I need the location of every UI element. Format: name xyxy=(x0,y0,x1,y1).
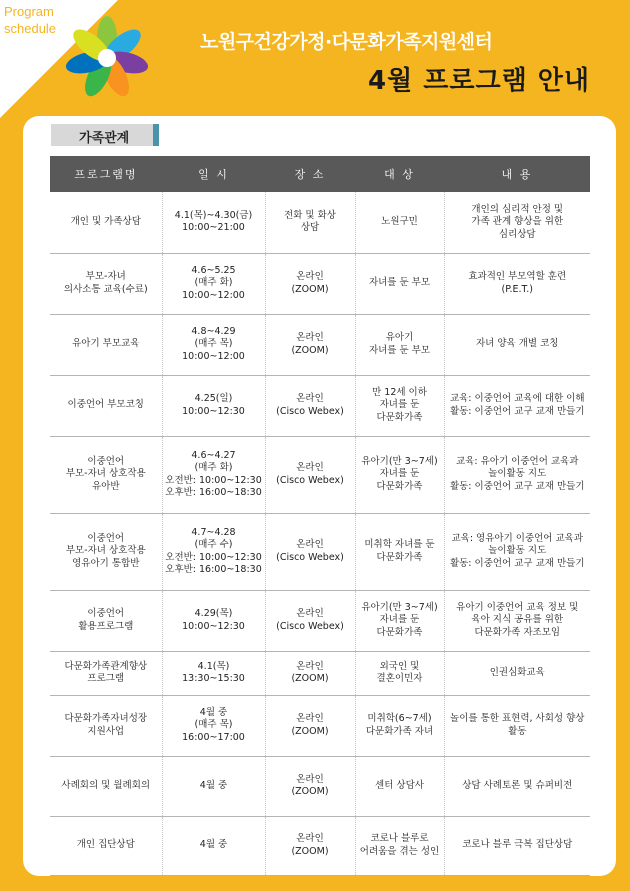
section-label: 가족관계 xyxy=(79,131,130,146)
table-row xyxy=(50,590,590,651)
table-row xyxy=(50,192,590,253)
cell-datetime: 4.1(목) 13:30~15:30 xyxy=(162,651,265,695)
cell-datetime: 4월 중 xyxy=(162,816,265,875)
cell-program-name: 부모-자녀 의사소통 교육(수료) xyxy=(50,253,162,314)
cell-datetime: 4.8~4.29 (매주 목) 10:00~12:00 xyxy=(162,314,265,375)
cell-datetime: 4.29(목) 10:00~12:30 xyxy=(162,590,265,651)
program-tag-line1: Program xyxy=(4,4,54,19)
cell-content: 코로나 블루 극복 집단상담 xyxy=(444,816,590,875)
page-title: 4월 프로그램 안내 xyxy=(368,66,591,96)
cell-target: 자녀를 둔 부모 xyxy=(355,253,444,314)
cell-content: 놀이를 통한 표현력, 사회성 향상 활동 xyxy=(444,695,590,756)
cell-target: 코로나 블루로 어려움을 겪는 성인 xyxy=(355,816,444,875)
center-name: 노원구건강가정·다문화가족지원센터 xyxy=(200,31,493,53)
table-row xyxy=(50,513,590,590)
cell-datetime: 4월 중 xyxy=(162,756,265,816)
cell-location: 온라인 (ZOOM) xyxy=(265,756,355,816)
cell-target: 미취학(6~7세) 다문화가족 자녀 xyxy=(355,695,444,756)
section-tab-accent xyxy=(153,124,159,146)
cell-location: 온라인 (ZOOM) xyxy=(265,695,355,756)
cell-location: 온라인 (Cisco Webex) xyxy=(265,590,355,651)
cell-datetime: 4.25(일) 10:00~12:30 xyxy=(162,375,265,436)
cell-content: 자녀 양육 개별 코칭 xyxy=(444,314,590,375)
cell-program-name: 유아기 부모교육 xyxy=(50,314,162,375)
center-logo-icon xyxy=(64,15,150,101)
cell-content: 상담 사례토론 및 슈퍼비전 xyxy=(444,756,590,816)
cell-target: 외국인 및 결혼이민자 xyxy=(355,651,444,695)
bottom-bar xyxy=(0,878,630,891)
cell-datetime: 4.7~4.28 (매주 수) 오전반: 10:00~12:30 오후반: 16:00~18:30 xyxy=(162,513,265,590)
cell-location: 온라인 (ZOOM) xyxy=(265,816,355,875)
cell-location: 전화 및 화상 상담 xyxy=(265,192,355,253)
cell-program-name: 이중언어 부모-자녀 상호작용 영유아기 통합반 xyxy=(50,513,162,590)
table-row xyxy=(50,651,590,695)
cell-content: 개인의 심리적 안정 및 가족 관계 향상을 위한 심리상담 xyxy=(444,192,590,253)
cell-content: 교육: 유아기 이중언어 교육과 놀이활동 지도 활동: 이중언어 교구 교재 만들기 xyxy=(444,436,590,513)
cell-content: 효과적인 부모역할 훈련 (P.E.T.) xyxy=(444,253,590,314)
cell-program-name: 개인 및 가족상담 xyxy=(50,192,162,253)
table-row xyxy=(50,816,590,875)
cell-datetime: 4.1(목)~4.30(금) 10:00~21:00 xyxy=(162,192,265,253)
cell-datetime: 4월 중 (매주 목) 16:00~17:00 xyxy=(162,695,265,756)
cell-program-name: 이중언어 활용프로그램 xyxy=(50,590,162,651)
table-header-row xyxy=(50,156,590,192)
cell-target: 만 12세 이하 자녀를 둔 다문화가족 xyxy=(355,375,444,436)
cell-target: 유아기(만 3~7세) 자녀를 둔 다문화가족 xyxy=(355,590,444,651)
cell-content: 교육: 이중언어 교육에 대한 이해 활동: 이중언어 교구 교재 만들기 xyxy=(444,375,590,436)
header-location: 장 소 xyxy=(265,156,355,192)
cell-datetime: 4.6~5.25 (매주 화) 10:00~12:00 xyxy=(162,253,265,314)
cell-content: 교육: 영유아기 이중언어 교육과 놀이활동 지도 활동: 이중언어 교구 교재 만들기 xyxy=(444,513,590,590)
program-schedule-tag xyxy=(4,3,56,37)
header-content: 내 용 xyxy=(444,156,590,192)
header-datetime: 일 시 xyxy=(162,156,265,192)
cell-target: 미취학 자녀를 둔 다문화가족 xyxy=(355,513,444,590)
cell-program-name: 다문화가족자녀성장 지원사업 xyxy=(50,695,162,756)
header-program-name: 프로그램명 xyxy=(50,156,162,192)
cell-location: 온라인 (Cisco Webex) xyxy=(265,375,355,436)
table-row xyxy=(50,314,590,375)
table-row xyxy=(50,436,590,513)
cell-location: 온라인 (ZOOM) xyxy=(265,314,355,375)
cell-content: 유아기 이중언어 교육 정보 및 육아 지식 공유를 위한 다문화가족 자조모임 xyxy=(444,590,590,651)
cell-target: 유아기 자녀를 둔 부모 xyxy=(355,314,444,375)
cell-datetime: 4.6~4.27 (매주 화) 오전반: 10:00~12:30 오후반: 16:00~18:30 xyxy=(162,436,265,513)
cell-target: 센터 상담사 xyxy=(355,756,444,816)
program-tag-line2: schedule xyxy=(4,21,57,36)
header-target: 대 상 xyxy=(355,156,444,192)
cell-program-name: 다문화가족관계향상 프로그램 xyxy=(50,651,162,695)
table-row xyxy=(50,695,590,756)
cell-content: 인권심화교육 xyxy=(444,651,590,695)
cell-program-name: 사례회의 및 월례회의 xyxy=(50,756,162,816)
cell-target: 유아기(만 3~7세) 자녀를 둔 다문화가족 xyxy=(355,436,444,513)
cell-location: 온라인 (Cisco Webex) xyxy=(265,513,355,590)
table-row xyxy=(50,756,590,816)
cell-location: 온라인 (Cisco Webex) xyxy=(265,436,355,513)
cell-program-name: 개인 집단상담 xyxy=(50,816,162,875)
table-row xyxy=(50,253,590,314)
cell-location: 온라인 (ZOOM) xyxy=(265,253,355,314)
table-row xyxy=(50,375,590,436)
cell-target: 노원구민 xyxy=(355,192,444,253)
cell-location: 온라인 (ZOOM) xyxy=(265,651,355,695)
program-table xyxy=(50,156,590,876)
cell-program-name: 이중언어 부모-자녀 상호작용 유아반 xyxy=(50,436,162,513)
cell-program-name: 이중언어 부모코칭 xyxy=(50,375,162,436)
